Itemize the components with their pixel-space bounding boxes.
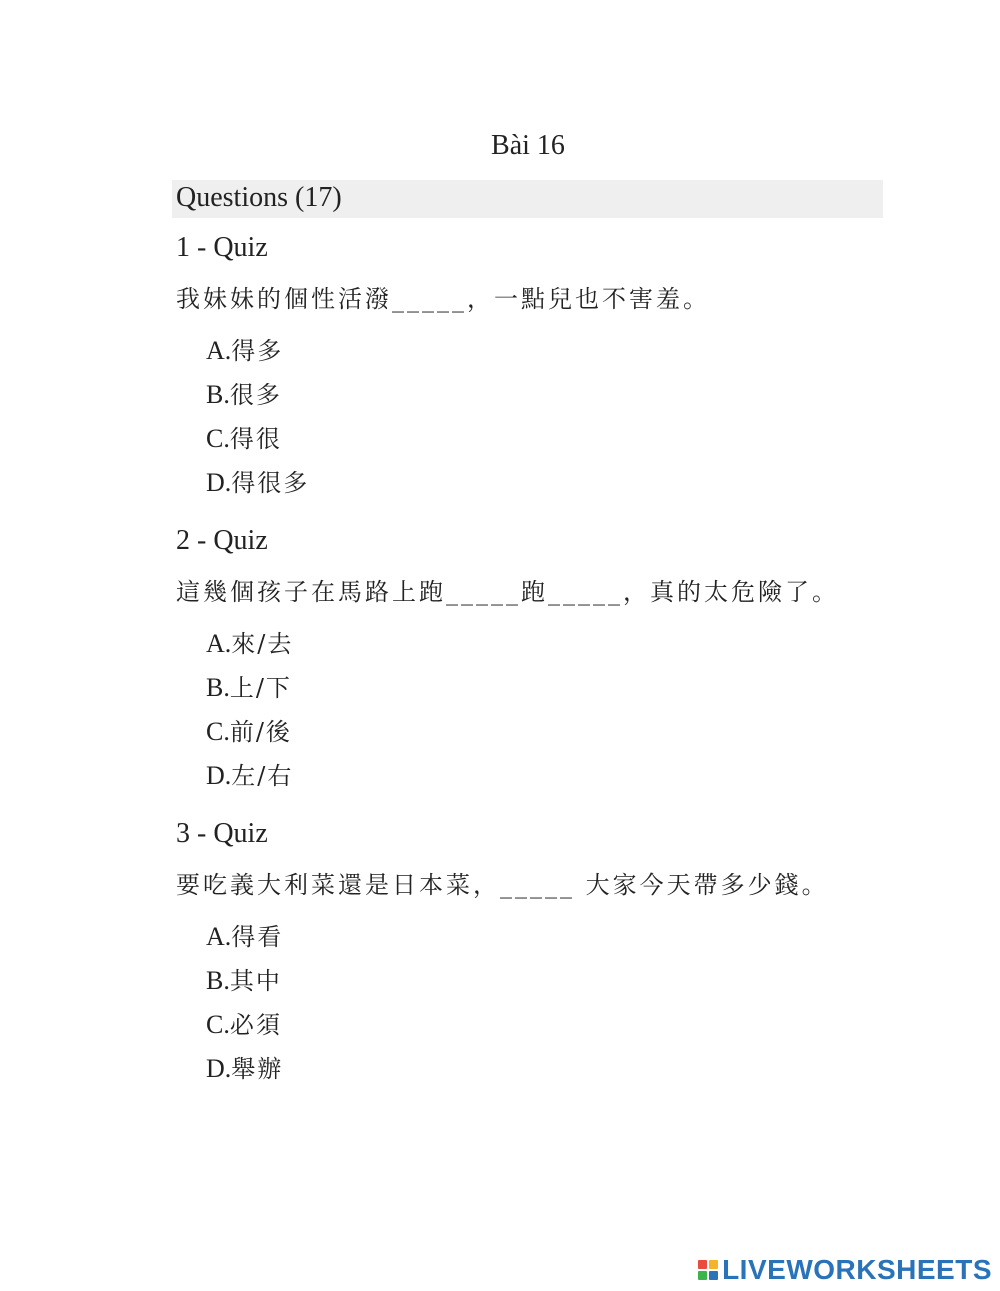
option-text: 得很: [229, 425, 282, 453]
options-list: [176, 920, 896, 1096]
option-letter: D.: [206, 761, 232, 790]
logo-square-icon: [709, 1271, 718, 1280]
option-a[interactable]: [206, 334, 896, 378]
option-a[interactable]: [206, 920, 896, 964]
option-b[interactable]: [206, 378, 896, 422]
option-letter: C.: [206, 1010, 230, 1039]
quiz-label: 3 - Quiz: [176, 818, 268, 849]
option-letter: B.: [206, 966, 230, 995]
option-text: 其中: [229, 967, 282, 995]
option-d[interactable]: [206, 759, 896, 803]
liveworksheets-logo-icon: [698, 1260, 718, 1280]
quiz-prompt: 這幾個孩子在馬路上跑_____跑_____，真的太危險了。: [176, 578, 839, 606]
option-letter: B.: [206, 673, 230, 702]
option-letter: A.: [206, 629, 232, 658]
page-title: Bài 16: [491, 130, 565, 161]
quiz-3: [176, 816, 896, 1096]
option-letter: D.: [206, 1054, 232, 1083]
option-c[interactable]: [206, 1008, 896, 1052]
option-letter: D.: [206, 468, 232, 497]
option-c[interactable]: [206, 422, 896, 466]
option-text: 前/後: [229, 718, 292, 746]
logo-square-icon: [709, 1260, 718, 1269]
quiz-prompt: 我妹妹的個性活潑_____，一點兒也不害羞。: [176, 285, 710, 313]
option-text: 左/右: [231, 762, 294, 790]
option-letter: A.: [206, 336, 232, 365]
quiz-2: [176, 523, 896, 803]
option-letter: A.: [206, 922, 232, 951]
option-b[interactable]: [206, 964, 896, 1008]
options-list: [176, 334, 896, 510]
quiz-label: 1 - Quiz: [176, 232, 268, 263]
option-b[interactable]: [206, 671, 896, 715]
logo-square-icon: [698, 1260, 707, 1269]
option-d[interactable]: [206, 466, 896, 510]
option-letter: C.: [206, 424, 230, 453]
option-text: 舉辦: [231, 1055, 284, 1083]
quiz-1: [176, 230, 896, 510]
questions-header: Questions (17): [172, 180, 883, 218]
option-text: 必須: [229, 1011, 282, 1039]
logo-square-icon: [698, 1271, 707, 1280]
option-c[interactable]: [206, 715, 896, 759]
brand-name: LIVEWORKSHEETS: [722, 1254, 992, 1285]
option-text: 來/去: [231, 630, 294, 658]
option-letter: C.: [206, 717, 230, 746]
option-text: 得很多: [231, 469, 310, 497]
option-a[interactable]: [206, 627, 896, 671]
brand-footer: [698, 1255, 992, 1285]
options-list: [176, 627, 896, 803]
option-text: 得看: [231, 923, 284, 951]
option-letter: B.: [206, 380, 230, 409]
quiz-label: 2 - Quiz: [176, 525, 268, 556]
option-d[interactable]: [206, 1052, 896, 1096]
option-text: 上/下: [229, 674, 292, 702]
quiz-prompt: 要吃義大利菜還是日本菜，_____ 大家今天帶多少錢。: [176, 871, 829, 899]
option-text: 得多: [231, 337, 284, 365]
option-text: 很多: [229, 381, 282, 409]
